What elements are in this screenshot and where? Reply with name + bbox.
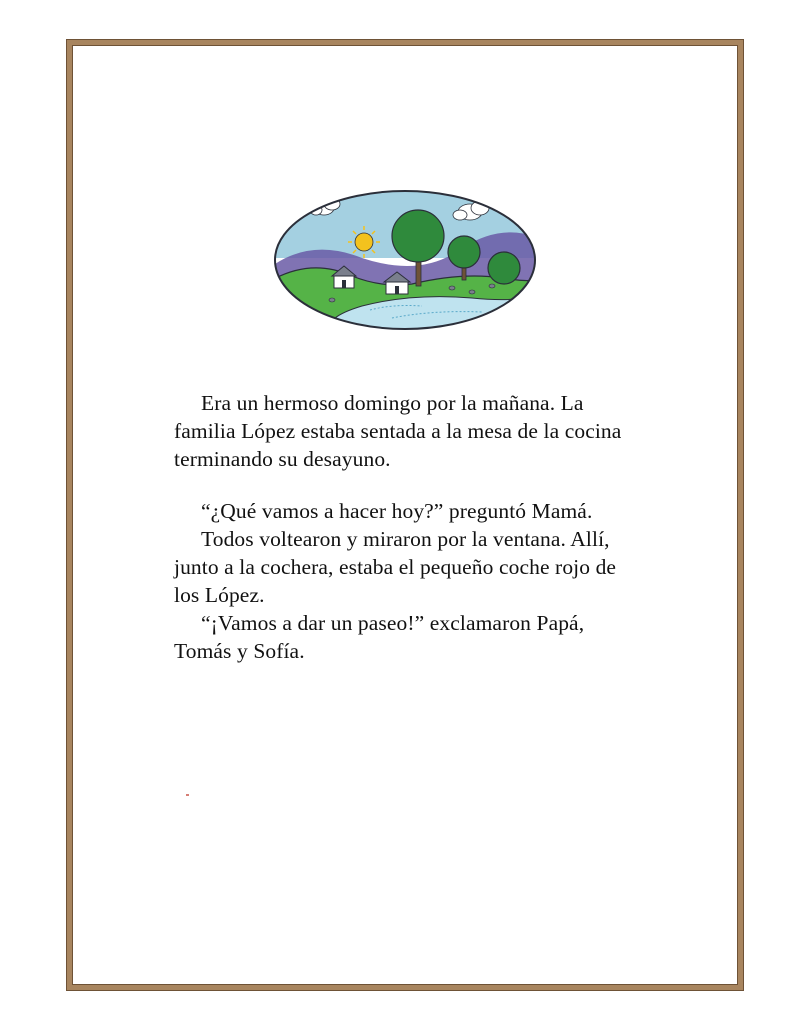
p3-line-1: Todos voltearon y miraron por la ventana. Allí,: [201, 527, 610, 551]
bush-icon: [488, 252, 520, 284]
paragraph-1: [174, 389, 674, 473]
p3-line-3: los López.: [174, 583, 265, 607]
p1-line-1: Era un hermoso domingo por la mañana. La: [201, 391, 584, 415]
paragraph-4: [174, 609, 674, 665]
paragraph-3: [174, 525, 674, 609]
countryside-scene-icon: [272, 188, 538, 332]
paragraph-2: “¿Qué vamos a hacer hoy?” preguntó Mamá.: [201, 499, 593, 523]
p3-line-2: junto a la cochera, estaba el pequeño coche rojo de: [174, 555, 617, 579]
p1-line-3: terminando su desayuno.: [174, 447, 391, 471]
print-speck: [186, 794, 189, 796]
story-text: [174, 389, 674, 665]
p4-line-1: “¡Vamos a dar un paseo!” exclamaron Papá,: [201, 611, 585, 635]
p1-line-2: familia López estaba sentada a la mesa de la cocina: [174, 419, 622, 443]
p4-line-2: Tomás y Sofía.: [174, 639, 305, 663]
